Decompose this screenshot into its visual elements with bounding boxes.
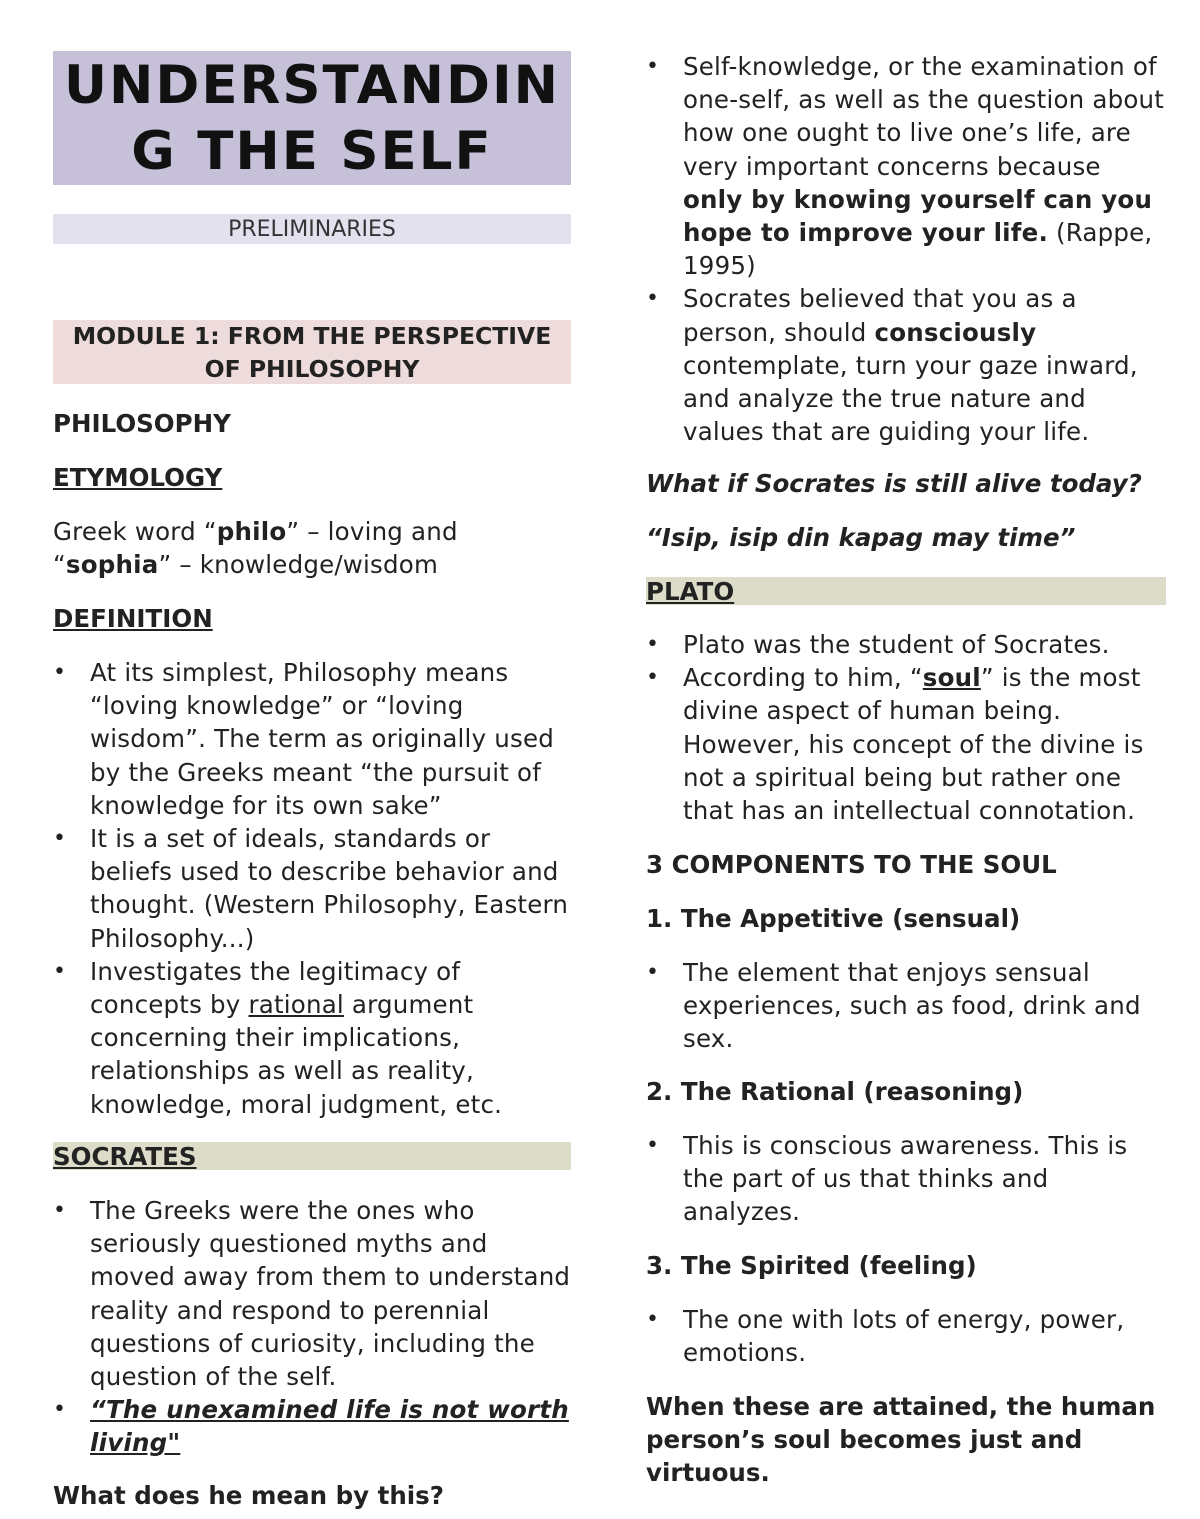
etymology-text: Greek word “philo” – loving and “sophia” – knowledge/wisdom — [53, 517, 458, 580]
alive-question: What if Socrates is still alive today? — [646, 469, 1142, 498]
component-1-text: • The element that enjoys sensual experiences, such as food, drink and sex. — [646, 956, 1166, 1056]
component-1-heading: 1. The Appetitive (sensual) — [646, 904, 1021, 933]
etymology-heading: ETYMOLOGY — [53, 463, 223, 492]
plato-heading: PLATO — [646, 577, 1166, 605]
philosophy-heading: PHILOSOPHY — [53, 409, 231, 438]
component-3-list — [646, 1303, 1166, 1369]
definition-list — [53, 656, 571, 1121]
component-2-list — [646, 1129, 1166, 1229]
preliminaries-label: PRELIMINARIES — [53, 214, 571, 244]
socrates-list — [53, 1194, 571, 1460]
term-sophia: sophia — [65, 550, 159, 580]
socrates-quote: • “The unexamined life is not worth living" — [53, 1393, 571, 1459]
component-2-text: • This is conscious awareness. This is the part of us that thinks and analyzes. — [646, 1129, 1166, 1229]
component-3-heading: 3. The Spirited (feeling) — [646, 1251, 977, 1280]
socrates-heading: SOCRATES — [53, 1142, 571, 1170]
title-line-2: G THE SELF — [131, 121, 493, 182]
plato-bullet-2: • According to him, “soul” is the most divine aspect of human being. However, his concept of the divine is not a spiritual being but rather one that has an intellectual connotation. — [646, 661, 1166, 827]
rational-word: rational — [248, 990, 344, 1020]
socrates-bullet-1: • The Greeks were the ones who seriously questioned myths and moved away from them to understand reality and respond to perennial questions of curiosity, including the question of the self. — [53, 1194, 571, 1393]
title-line-1: UNDERSTANDIN — [63, 55, 561, 116]
component-2-heading: 2. The Rational (reasoning) — [646, 1077, 1024, 1106]
socrates-question: What does he mean by this? — [53, 1481, 444, 1510]
isip-quote: “Isip, isip din kapag may time” — [646, 523, 1076, 552]
conscious-bullet: • Socrates believed that you as a person, should consciously contemplate, turn your gaze inward, and analyze the true nature and values that are guiding your life. — [646, 282, 1166, 448]
definition-bullet-3: • Investigates the legitimacy of concepts by rational argument concerning their implications, relationships as well as reality, knowledge, moral judgment, etc. — [53, 955, 571, 1121]
document-title — [53, 51, 571, 185]
module-heading — [53, 320, 571, 384]
self-knowledge-bullet: • Self-knowledge, or the examination of one-self, as well as the question about how one ought to live one’s life, are very important concerns because only by knowing yourself can you hope to improve your life. (Rappe, 1995) — [646, 50, 1166, 282]
term-philo: philo — [216, 517, 287, 546]
conclusion-text: When these are attained, the human person’s soul becomes just and virtuous. — [646, 1392, 1156, 1487]
plato-bullet-1: • Plato was the student of Socrates. — [646, 628, 1166, 661]
module-line-2: OF PHILOSOPHY — [204, 355, 420, 383]
definition-bullet-2: • It is a set of ideals, standards or beliefs used to describe behavior and thought. (Western Philosophy, Eastern Philosophy...) — [53, 822, 571, 955]
component-1-list — [646, 956, 1166, 1056]
component-3-text: • The one with lots of energy, power, emotions. — [646, 1303, 1166, 1369]
definition-bullet-1: • At its simplest, Philosophy means “loving knowledge” or “loving wisdom”. The term as originally used by the Greeks meant “the pursuit of knowledge for its own sake” — [53, 656, 571, 822]
components-heading: 3 COMPONENTS TO THE SOUL — [646, 850, 1057, 879]
module-line-1: MODULE 1: FROM THE PERSPECTIVE — [72, 322, 552, 350]
definition-heading: DEFINITION — [53, 604, 213, 633]
socrates-answer-list — [646, 50, 1166, 448]
soul-word: soul — [922, 663, 981, 693]
plato-list — [646, 628, 1166, 827]
